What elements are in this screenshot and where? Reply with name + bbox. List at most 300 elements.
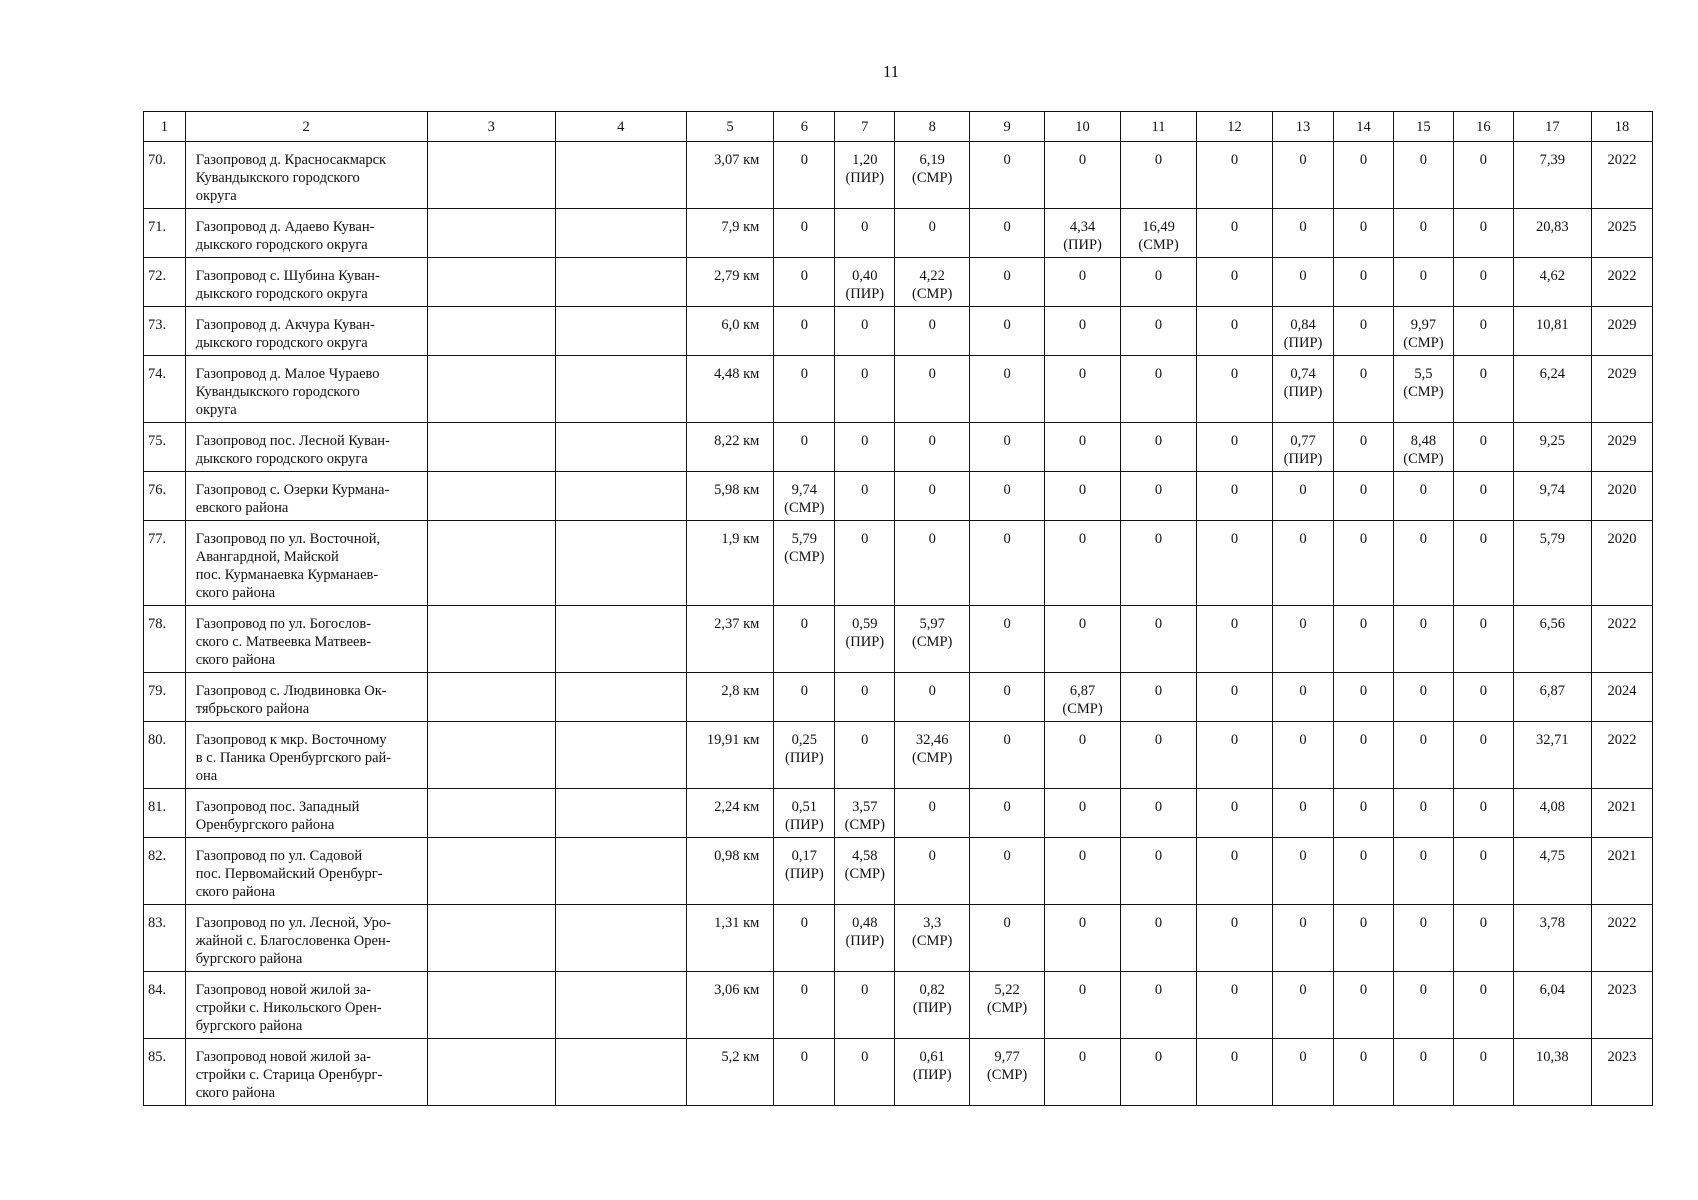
cell-line: Газопровод д. Малое Чураево	[195, 366, 380, 382]
funding-cell-col-13	[1273, 722, 1334, 789]
cell-line: 0	[861, 531, 869, 547]
completion-year: 2020	[1591, 521, 1652, 606]
pipeline-length: 4,48 км	[686, 356, 774, 423]
pipeline-length: 8,22 км	[686, 423, 774, 472]
funding-cell-col-16	[1453, 606, 1513, 673]
pipeline-length: 2,79 км	[686, 258, 774, 307]
funding-cell-col-11	[1121, 838, 1197, 905]
funding-cell-col-8	[895, 789, 970, 838]
pipeline-length: 2,8 км	[686, 673, 774, 722]
cell-line: (СМР)	[844, 817, 885, 833]
cell-line: Кувандыкского городского	[195, 170, 360, 186]
funding-cell-col-16	[1453, 356, 1513, 423]
table-row	[144, 673, 1653, 722]
cell-line: (ПИР)	[784, 866, 824, 882]
object-name	[185, 423, 427, 472]
cell-line: 0	[1003, 799, 1011, 815]
completion-year: 2023	[1591, 972, 1652, 1039]
column-header-13: 13	[1273, 112, 1334, 142]
column-header-8: 8	[895, 112, 970, 142]
table-row	[144, 838, 1653, 905]
cell-line: Авангардной, Майской	[195, 549, 339, 565]
cell-line: 0	[1359, 683, 1368, 699]
cell-line: 0	[1359, 531, 1368, 547]
cell-line: 0	[1078, 531, 1087, 547]
cell-line: 0	[1419, 616, 1428, 632]
cell-line: 0	[928, 683, 936, 699]
cell-line: 0	[1154, 732, 1163, 748]
cell-line: 0	[1359, 317, 1368, 333]
cell-line: (ПИР)	[912, 1067, 952, 1083]
cell-line: ского района	[195, 585, 276, 601]
cell-line: 8,48	[1410, 433, 1437, 449]
funding-cell-col-13	[1273, 472, 1334, 521]
funding-cell-col-13	[1273, 972, 1334, 1039]
cell-line: Газопровод по ул. Богослов-	[195, 616, 372, 632]
empty-cell-col4	[556, 521, 687, 606]
object-name	[185, 905, 427, 972]
funding-cell-col-6	[774, 722, 835, 789]
funding-cell-col-9	[970, 209, 1045, 258]
funding-cell-col-14	[1334, 673, 1394, 722]
cell-line: бургского района	[195, 1018, 303, 1034]
cell-line: стройки с. Никольского Орен-	[195, 1000, 382, 1016]
column-header-5: 5	[686, 112, 774, 142]
cell-line: 0	[1479, 268, 1487, 284]
cell-line: 0	[861, 433, 869, 449]
object-name	[185, 606, 427, 673]
cell-line: (СМР)	[784, 549, 825, 565]
funding-cell-col-16	[1453, 142, 1513, 209]
column-header-12: 12	[1197, 112, 1273, 142]
funding-cell-col-9	[970, 1039, 1045, 1106]
cell-line: 0	[1359, 732, 1368, 748]
funding-cell-col-14	[1334, 789, 1394, 838]
cell-line: ского района	[195, 884, 276, 900]
cell-line: 0	[861, 982, 869, 998]
row-number: 81.	[144, 789, 186, 838]
column-header-14: 14	[1334, 112, 1394, 142]
cell-line: 0	[1299, 799, 1307, 815]
cell-line: 0	[800, 683, 808, 699]
cell-line: 0	[1154, 683, 1163, 699]
funding-cell-col-15	[1393, 838, 1453, 905]
funding-cell-col-14	[1334, 905, 1394, 972]
funding-cell-col-11	[1121, 673, 1197, 722]
funding-cell-col-14	[1334, 307, 1394, 356]
funding-cell-col-10	[1045, 209, 1121, 258]
funding-cell-col-10	[1045, 673, 1121, 722]
funding-cell-col-9	[970, 356, 1045, 423]
funding-cell-col-12	[1197, 209, 1273, 258]
funding-cell-col-7	[835, 142, 895, 209]
cell-line: 0,61	[919, 1049, 945, 1065]
object-name	[185, 789, 427, 838]
funding-cell-col-6	[774, 673, 835, 722]
cell-line: евского района	[195, 500, 289, 516]
pipeline-length: 2,24 км	[686, 789, 774, 838]
funding-cell-col-11	[1121, 472, 1197, 521]
funding-cell-col-12	[1197, 1039, 1273, 1106]
cell-line: 0	[1419, 219, 1428, 235]
cell-line: 0	[800, 366, 808, 382]
funding-cell-col-13	[1273, 356, 1334, 423]
object-name	[185, 521, 427, 606]
empty-cell-col3	[427, 673, 555, 722]
funding-cell-col-15	[1393, 905, 1453, 972]
funding-cell-col-7	[835, 209, 895, 258]
funding-cell-col-16	[1453, 423, 1513, 472]
cell-line: 0	[1230, 366, 1239, 382]
cell-line: (ПИР)	[845, 286, 885, 302]
cell-line: (СМР)	[912, 634, 953, 650]
table-row	[144, 521, 1653, 606]
funding-cell-col-15	[1393, 606, 1453, 673]
funding-cell-col-12	[1197, 521, 1273, 606]
cell-line: 0	[1230, 732, 1239, 748]
cell-line: 0	[1078, 732, 1087, 748]
funding-cell-col-10	[1045, 838, 1121, 905]
cell-line: 0	[1419, 982, 1428, 998]
cell-line: 4,34	[1069, 219, 1096, 235]
cell-line: 0	[1359, 152, 1368, 168]
funding-cell-col-6	[774, 209, 835, 258]
table-row	[144, 472, 1653, 521]
cell-line: Газопровод д. Красносакмарск	[195, 152, 387, 168]
funding-cell-col-16	[1453, 521, 1513, 606]
total-cost: 10,38	[1513, 1039, 1591, 1106]
table-row	[144, 209, 1653, 258]
pipeline-length: 5,98 км	[686, 472, 774, 521]
cell-line: 0	[1078, 1049, 1087, 1065]
completion-year: 2022	[1591, 722, 1652, 789]
funding-cell-col-8	[895, 209, 970, 258]
row-number: 70.	[144, 142, 186, 209]
funding-cell-col-14	[1334, 972, 1394, 1039]
funding-cell-col-8	[895, 423, 970, 472]
cell-line: 0	[1230, 317, 1239, 333]
funding-cell-col-8	[895, 722, 970, 789]
funding-cell-col-14	[1334, 472, 1394, 521]
cell-line: Газопровод по ул. Лесной, Уро-	[195, 915, 391, 931]
column-header-3: 3	[427, 112, 555, 142]
cell-line: 0	[1154, 616, 1163, 632]
cell-line: 0	[1154, 531, 1163, 547]
cell-line: 0	[1479, 152, 1487, 168]
cell-line: в с. Паника Оренбургского рай-	[195, 750, 392, 766]
cell-line: 0	[1003, 848, 1011, 864]
funding-cell-col-9	[970, 972, 1045, 1039]
object-name	[185, 1039, 427, 1106]
pipeline-length: 19,91 км	[686, 722, 774, 789]
funding-cell-col-10	[1045, 1039, 1121, 1106]
cell-line: Газопровод новой жилой за-	[195, 982, 371, 998]
cell-line: 0	[1230, 616, 1239, 632]
object-name	[185, 838, 427, 905]
funding-cell-col-9	[970, 838, 1045, 905]
funding-cell-col-15	[1393, 472, 1453, 521]
cell-line: 0	[1003, 317, 1011, 333]
object-name	[185, 722, 427, 789]
cell-line: 0	[861, 683, 869, 699]
cell-line: 0	[1479, 433, 1487, 449]
funding-cell-col-10	[1045, 521, 1121, 606]
funding-cell-col-9	[970, 789, 1045, 838]
cell-line: (СМР)	[912, 933, 953, 949]
funding-cell-col-7	[835, 307, 895, 356]
row-number: 73.	[144, 307, 186, 356]
funding-cell-col-13	[1273, 838, 1334, 905]
row-number: 80.	[144, 722, 186, 789]
cell-line: 0	[1299, 531, 1307, 547]
cell-line: 0	[1154, 268, 1163, 284]
funding-cell-col-9	[970, 521, 1045, 606]
funding-cell-col-15	[1393, 673, 1453, 722]
funding-cell-col-16	[1453, 258, 1513, 307]
cell-line: 1,20	[852, 152, 878, 168]
cell-line: 0	[1359, 1049, 1368, 1065]
funding-cell-col-12	[1197, 307, 1273, 356]
funding-cell-col-12	[1197, 472, 1273, 521]
column-number-header-row	[144, 112, 1653, 142]
cell-line: (СМР)	[784, 500, 825, 516]
cell-line: 3,3	[923, 915, 942, 931]
cell-line: Газопровод к мкр. Восточному	[195, 732, 387, 748]
empty-cell-col3	[427, 258, 555, 307]
cell-line: 0	[1419, 732, 1428, 748]
funding-cell-col-8	[895, 838, 970, 905]
funding-cell-col-16	[1453, 673, 1513, 722]
funding-cell-col-8	[895, 905, 970, 972]
cell-line: 0	[928, 433, 936, 449]
funding-cell-col-14	[1334, 142, 1394, 209]
object-name	[185, 142, 427, 209]
cell-line: Газопровод д. Адаево Куван-	[195, 219, 375, 235]
funding-cell-col-11	[1121, 423, 1197, 472]
funding-cell-col-10	[1045, 472, 1121, 521]
funding-cell-col-15	[1393, 789, 1453, 838]
cell-line: 0	[1299, 268, 1307, 284]
table-row	[144, 423, 1653, 472]
total-cost: 6,04	[1513, 972, 1591, 1039]
cell-line: 0	[1154, 848, 1163, 864]
column-header-2: 2	[185, 112, 427, 142]
cell-line: 0,82	[919, 982, 945, 998]
completion-year: 2024	[1591, 673, 1652, 722]
cell-line: 0,48	[852, 915, 878, 931]
cell-line: (СМР)	[912, 286, 953, 302]
cell-line: 0	[1299, 616, 1307, 632]
completion-year: 2022	[1591, 905, 1652, 972]
cell-line: 6,87	[1069, 683, 1096, 699]
funding-cell-col-8	[895, 521, 970, 606]
empty-cell-col3	[427, 356, 555, 423]
row-number: 71.	[144, 209, 186, 258]
column-header-4: 4	[556, 112, 687, 142]
cell-line: 0	[800, 1049, 808, 1065]
funding-cell-col-8	[895, 258, 970, 307]
cell-line: 0	[1230, 848, 1239, 864]
cell-line: 0	[928, 219, 936, 235]
row-number: 83.	[144, 905, 186, 972]
empty-cell-col3	[427, 521, 555, 606]
cell-line: 0	[1419, 268, 1428, 284]
cell-line: 0	[928, 848, 936, 864]
cell-line: округа	[195, 188, 237, 204]
empty-cell-col4	[556, 472, 687, 521]
funding-cell-col-16	[1453, 307, 1513, 356]
funding-cell-col-7	[835, 673, 895, 722]
completion-year: 2025	[1591, 209, 1652, 258]
cell-line: 0	[1078, 982, 1087, 998]
empty-cell-col3	[427, 789, 555, 838]
cell-line: 0	[1154, 317, 1163, 333]
cell-line: (ПИР)	[1283, 384, 1323, 400]
cell-line: 0	[1154, 482, 1163, 498]
funding-cell-col-6	[774, 356, 835, 423]
cell-line: (СМР)	[912, 750, 953, 766]
column-header-16: 16	[1453, 112, 1513, 142]
funding-cell-col-12	[1197, 673, 1273, 722]
cell-line: 0	[1359, 268, 1368, 284]
cell-line: дыкского городского округа	[195, 286, 368, 302]
cell-line: ского района	[195, 652, 276, 668]
funding-cell-col-6	[774, 838, 835, 905]
cell-line: тябрьского района	[195, 701, 310, 717]
funding-cell-col-6	[774, 972, 835, 1039]
pipeline-length: 1,9 км	[686, 521, 774, 606]
total-cost: 5,79	[1513, 521, 1591, 606]
cell-line: 0	[1154, 433, 1163, 449]
funding-cell-col-8	[895, 673, 970, 722]
table-body	[144, 142, 1653, 1106]
cell-line: Газопровод с. Озерки Курмана-	[195, 482, 390, 498]
cell-line: 0	[1154, 366, 1163, 382]
cell-line: 0	[800, 152, 808, 168]
cell-line: 6,19	[919, 152, 945, 168]
empty-cell-col4	[556, 838, 687, 905]
empty-cell-col4	[556, 606, 687, 673]
cell-line: Газопровод новой жилой за-	[195, 1049, 371, 1065]
cell-line: стройки с. Старица Оренбург-	[195, 1067, 383, 1083]
cell-line: дыкского городского округа	[195, 335, 368, 351]
cell-line: (СМР)	[912, 170, 953, 186]
cell-line: 0	[1299, 732, 1307, 748]
funding-cell-col-11	[1121, 905, 1197, 972]
funding-cell-col-14	[1334, 209, 1394, 258]
funding-cell-col-7	[835, 356, 895, 423]
cell-line: 0	[1230, 433, 1239, 449]
cell-line: 0	[928, 482, 936, 498]
funding-cell-col-10	[1045, 307, 1121, 356]
total-cost: 6,56	[1513, 606, 1591, 673]
completion-year: 2021	[1591, 789, 1652, 838]
cell-line: 0	[1003, 219, 1011, 235]
funding-cell-col-12	[1197, 142, 1273, 209]
total-cost: 4,62	[1513, 258, 1591, 307]
funding-cell-col-10	[1045, 606, 1121, 673]
completion-year: 2022	[1591, 142, 1652, 209]
cell-line: 0,77	[1290, 433, 1316, 449]
funding-cell-col-11	[1121, 789, 1197, 838]
empty-cell-col4	[556, 209, 687, 258]
cell-line: пос. Курманаевка Курманаев-	[195, 567, 379, 583]
cell-line: ского района	[195, 1085, 276, 1101]
cell-line: (ПИР)	[845, 933, 885, 949]
cell-line: 0	[1419, 531, 1428, 547]
funding-cell-col-6	[774, 472, 835, 521]
cell-line: 0	[1479, 683, 1487, 699]
funding-cell-col-7	[835, 472, 895, 521]
empty-cell-col3	[427, 142, 555, 209]
row-number: 85.	[144, 1039, 186, 1106]
table-row	[144, 307, 1653, 356]
cell-line: 5,79	[791, 531, 818, 547]
funding-cell-col-13	[1273, 905, 1334, 972]
completion-year: 2023	[1591, 1039, 1652, 1106]
cell-line: (ПИР)	[1063, 237, 1102, 253]
total-cost: 3,78	[1513, 905, 1591, 972]
cell-line: Газопровод по ул. Садовой	[195, 848, 363, 864]
page-number: 11	[882, 62, 900, 81]
funding-cell-col-15	[1393, 972, 1453, 1039]
funding-cell-col-15	[1393, 142, 1453, 209]
cell-line: 0,51	[791, 799, 818, 815]
cell-line: 0	[861, 366, 869, 382]
completion-year: 2022	[1591, 258, 1652, 307]
funding-cell-col-15	[1393, 423, 1453, 472]
funding-cell-col-13	[1273, 673, 1334, 722]
cell-line: дыкского городского округа	[195, 451, 368, 467]
funding-cell-col-12	[1197, 789, 1273, 838]
cell-line: 0	[1154, 915, 1163, 931]
funding-cell-col-15	[1393, 521, 1453, 606]
funding-cell-col-12	[1197, 905, 1273, 972]
cell-line: 3,57	[852, 799, 878, 815]
cell-line: 0,59	[852, 616, 878, 632]
cell-line: 0	[1230, 482, 1239, 498]
total-cost: 7,39	[1513, 142, 1591, 209]
cell-line: 0	[861, 732, 869, 748]
total-cost: 4,08	[1513, 789, 1591, 838]
cell-line: 0	[1230, 982, 1239, 998]
cell-line: 0	[1359, 982, 1368, 998]
funding-cell-col-15	[1393, 209, 1453, 258]
funding-cell-col-13	[1273, 423, 1334, 472]
funding-cell-col-13	[1273, 142, 1334, 209]
cell-line: 0	[1003, 732, 1011, 748]
completion-year: 2021	[1591, 838, 1652, 905]
empty-cell-col4	[556, 258, 687, 307]
cell-line: 0	[1078, 799, 1087, 815]
funding-cell-col-14	[1334, 521, 1394, 606]
cell-line: 0	[1359, 915, 1368, 931]
funding-cell-col-12	[1197, 258, 1273, 307]
funding-cell-col-16	[1453, 972, 1513, 1039]
row-number: 82.	[144, 838, 186, 905]
funding-cell-col-13	[1273, 307, 1334, 356]
funding-cell-col-9	[970, 722, 1045, 789]
cell-line: (ПИР)	[784, 750, 824, 766]
cell-line: 0	[1479, 799, 1487, 815]
empty-cell-col3	[427, 1039, 555, 1106]
cell-line: (ПИР)	[784, 817, 824, 833]
funding-cell-col-10	[1045, 356, 1121, 423]
cell-line: 0	[1479, 482, 1487, 498]
table-row	[144, 972, 1653, 1039]
cell-line: 0	[1419, 799, 1428, 815]
cell-line: бургского района	[195, 951, 303, 967]
